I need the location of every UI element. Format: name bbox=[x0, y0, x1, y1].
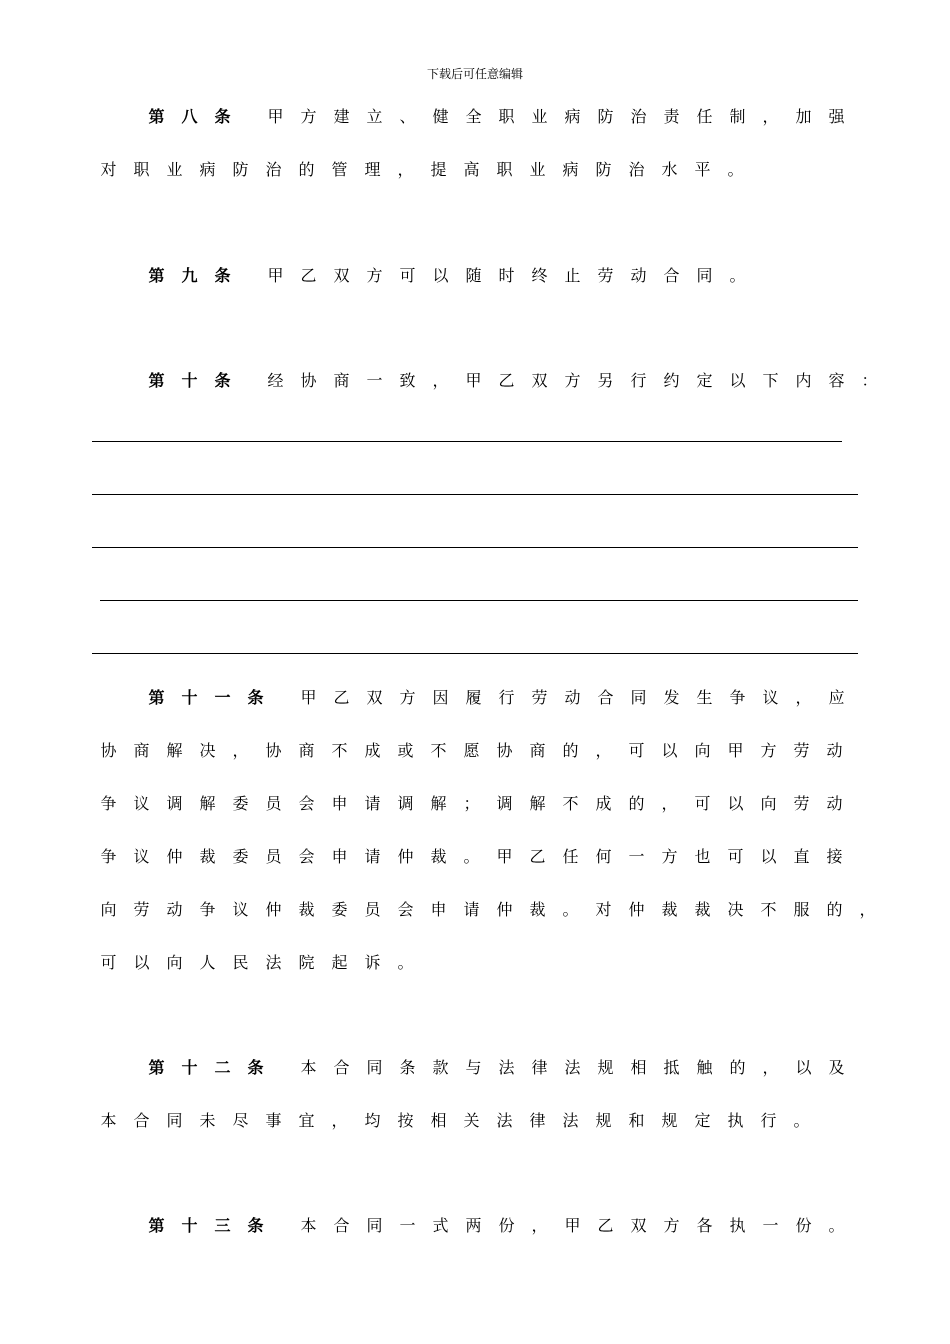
article-8-text-1: 甲 方 建 立 、 健 全 职 业 病 防 治 责 任 制 ， 加 强 bbox=[267, 107, 845, 126]
article-11-line-6 bbox=[92, 952, 862, 974]
article-11-line-2 bbox=[92, 740, 862, 762]
article-11-line-4 bbox=[92, 846, 862, 868]
blank-line-3 bbox=[92, 547, 858, 548]
article-11-heading: 第 十 一 条 bbox=[148, 688, 264, 707]
article-12-line-2 bbox=[92, 1110, 862, 1132]
article-11-text-5: 向 劳 动 争 议 仲 裁 委 员 会 申 请 仲 裁 。 对 仲 裁 裁 决 不 服 的 ， bbox=[100, 900, 876, 919]
article-11-text-1: 甲 乙 双 方 因 履 行 劳 动 合 同 发 生 争 议 ， 应 bbox=[300, 688, 845, 707]
blank-line-2 bbox=[92, 494, 858, 495]
article-12-heading: 第 十 二 条 bbox=[148, 1058, 264, 1077]
article-8-line-2 bbox=[92, 159, 862, 181]
article-13-heading: 第 十 三 条 bbox=[148, 1216, 264, 1235]
article-10-text-1: 经 协 商 一 致 ， 甲 乙 双 方 另 行 约 定 以 下 内 容 ： bbox=[267, 371, 878, 390]
article-10-heading: 第 十 条 bbox=[148, 371, 231, 390]
article-13-line-1 bbox=[140, 1215, 910, 1237]
article-12-text-2: 本 合 同 未 尽 事 宜 ， 均 按 相 关 法 律 法 规 和 规 定 执 行 。 bbox=[100, 1111, 810, 1130]
blank-line-4 bbox=[100, 600, 858, 601]
article-8-heading: 第 八 条 bbox=[148, 107, 231, 126]
article-11-line-5 bbox=[92, 899, 876, 921]
article-13-text-1: 本 合 同 一 式 两 份 ， 甲 乙 双 方 各 执 一 份 。 bbox=[300, 1216, 845, 1235]
article-11-text-3: 争 议 调 解 委 员 会 申 请 调 解 ； 调 解 不 成 的 ， 可 以 向 劳 动 bbox=[100, 794, 843, 813]
article-12-line-1 bbox=[140, 1057, 910, 1079]
article-10-line-1 bbox=[140, 370, 910, 392]
article-11-line-1 bbox=[140, 687, 910, 709]
article-11-text-2: 协 商 解 决 ， 协 商 不 成 或 不 愿 协 商 的 ， 可 以 向 甲 方 劳 动 bbox=[100, 741, 843, 760]
article-9-text-1: 甲 乙 双 方 可 以 随 时 终 止 劳 动 合 同 。 bbox=[267, 266, 746, 285]
article-8-text-2: 对 职 业 病 防 治 的 管 理 ， 提 高 职 业 病 防 治 水 平 。 bbox=[100, 160, 744, 179]
article-11-line-3 bbox=[92, 793, 862, 815]
article-9-line-1 bbox=[140, 265, 910, 287]
article-11-text-6: 可 以 向 人 民 法 院 起 诉 。 bbox=[100, 953, 414, 972]
blank-line-1 bbox=[92, 441, 842, 442]
article-12-text-1: 本 合 同 条 款 与 法 律 法 规 相 抵 触 的 ， 以 及 bbox=[300, 1058, 845, 1077]
blank-line-5 bbox=[92, 653, 858, 654]
page-header: 下载后可任意编辑 bbox=[426, 67, 523, 81]
article-9-heading: 第 九 条 bbox=[148, 266, 231, 285]
article-11-text-4: 争 议 仲 裁 委 员 会 申 请 仲 裁 。 甲 乙 任 何 一 方 也 可 以 直 接 bbox=[100, 847, 843, 866]
article-8-line-1 bbox=[140, 106, 910, 128]
